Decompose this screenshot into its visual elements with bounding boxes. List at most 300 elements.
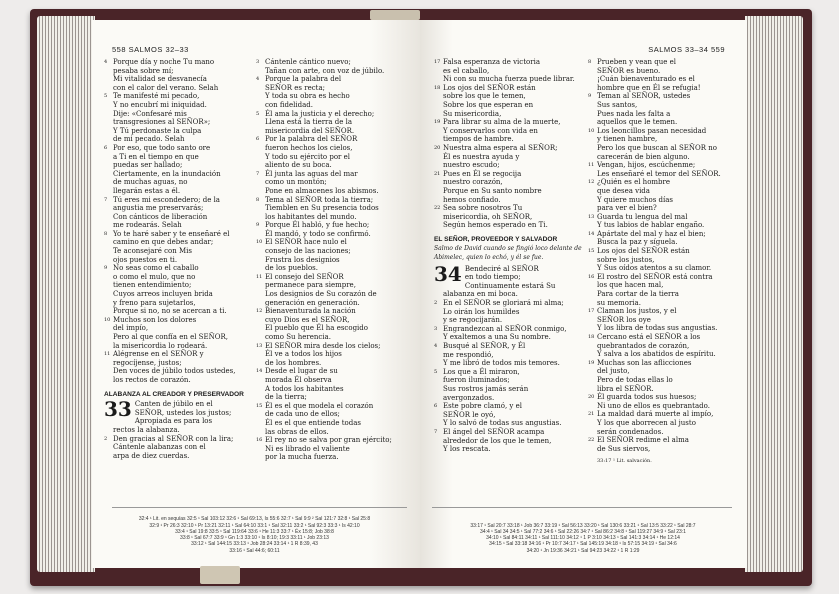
- verse-text: Desde el lugar de su: [265, 367, 338, 376]
- verse-text: Prueben y vean que el: [597, 58, 676, 66]
- verse-line: [256, 453, 416, 462]
- verse-line: [104, 58, 252, 67]
- right-running-head: SALMOS 33–34 559: [648, 45, 725, 54]
- verse-line: [256, 445, 416, 454]
- verse-text: Con cánticos de liberación: [113, 212, 208, 221]
- verse-line: [588, 316, 743, 325]
- verse-text: de cada uno de ellos;: [265, 410, 340, 419]
- verse-line: [256, 359, 416, 368]
- verse-line: [588, 281, 743, 290]
- verse-text: de los hombres.: [265, 358, 322, 367]
- verse-line: [256, 135, 416, 144]
- verse-line: [104, 359, 252, 368]
- footnote-line: 34:4 ¹ Sal 34 34:5 ¹ Sal 77:2 34:6 ¹ Sal 22:26 34:7 ¹ Sal 86:2 34:8 ¹ Sal 119:27 34:9 ¹ Sal 23:1: [480, 528, 686, 535]
- verse-line: [434, 394, 584, 403]
- verse-line: [434, 178, 584, 187]
- verse-line: [104, 196, 252, 205]
- verse-line: [104, 273, 252, 282]
- footnote-line: 34:10 ¹ Sal 84:11 34:11 ¹ Sal 111:10 34:12 ¹ 1 P 3:10 34:13 ¹ Sal 141:3 34:14 ¹ He 12:14: [486, 535, 680, 542]
- verse-line: [588, 333, 743, 342]
- footnote-rule: [432, 507, 732, 508]
- verse-number: 12: [256, 308, 263, 315]
- verse-text: Este pobre clamó, y el: [443, 402, 522, 411]
- verse-number: 7: [104, 196, 108, 203]
- verse-text: Te manifesté mi pecado,: [113, 92, 200, 101]
- verse-line: [104, 101, 252, 110]
- verse-text: fueron iluminados;: [443, 376, 510, 385]
- verse-text: La maldad dará muerte al impío,: [597, 410, 714, 419]
- verse-text: Teman al SEÑOR, ustedes: [597, 92, 691, 101]
- verse-number: 18: [434, 84, 441, 91]
- verse-line: [434, 75, 584, 84]
- verse-text: avergonzados.: [443, 393, 495, 402]
- verse-text: Nuestra alma espera al SEÑOR;: [443, 143, 558, 152]
- verse-text: los que hacen mal,: [597, 281, 664, 290]
- verse-line: [256, 350, 416, 359]
- verse-line: [256, 342, 416, 351]
- verse-text: alabanza en mi boca.: [443, 290, 518, 299]
- verse-number: 3: [256, 59, 260, 65]
- verse-line: [434, 299, 584, 308]
- section-heading: EL SEÑOR, PROVEEDOR Y SALVADOR: [434, 235, 558, 243]
- verse-text: El SEÑOR hace nulo el: [265, 238, 347, 247]
- footnote-line: 33:4 ¹ Sal 19:8 33:5 ¹ Sal 119:64 33:6 ¹ He 11:3 33:7 ¹ Éx 15:8; Job 38:8: [175, 528, 334, 535]
- verse-text: Y tus labios de hablar engaño.: [597, 221, 705, 230]
- verse-line: [434, 290, 584, 299]
- verse-text: a Ti en el tiempo en que: [113, 152, 199, 161]
- verse-line: [256, 436, 416, 445]
- verse-number: 5: [256, 110, 260, 117]
- verse-line: [104, 367, 252, 376]
- verse-line: [434, 265, 584, 274]
- verse-text: Guarda tu lengua del mal: [597, 212, 688, 221]
- verse-line: [434, 351, 584, 360]
- verse-line: [588, 92, 743, 101]
- verse-text: Yo te haré saber y te enseñaré el: [113, 229, 230, 238]
- verse-text: Cuyos arreos incluyen brida: [113, 290, 213, 299]
- verse-line: [588, 187, 743, 196]
- verse-text: para ver el bien?: [597, 204, 657, 213]
- verse-text: Bienaventurada la nación: [265, 307, 356, 316]
- verse-line: [256, 247, 416, 256]
- verse-text: los rectos de corazón.: [113, 375, 191, 384]
- verse-text: libra el SEÑOR.: [597, 384, 654, 393]
- verse-text: misericordia del SEÑOR.: [265, 126, 355, 135]
- verse-text: Cercano está el SEÑOR a los: [597, 333, 701, 341]
- verse-line: [256, 402, 416, 411]
- verse-line: [256, 101, 416, 110]
- verse-number: 15: [256, 402, 263, 409]
- verse-line: [104, 426, 252, 435]
- verse-text: Sus santos,: [597, 100, 638, 109]
- right-footnotes: [428, 523, 738, 554]
- verse-number: 10: [104, 316, 111, 323]
- verse-text: Pues nada les falta a: [597, 109, 671, 118]
- verse-number: 20: [434, 144, 441, 151]
- verse-text: nuestro corazón,: [443, 178, 503, 187]
- verse-text: En el SEÑOR se gloriará mi alma;: [443, 299, 564, 308]
- verse-line: [104, 153, 252, 162]
- verse-text: misericordia, oh SEÑOR,: [443, 212, 533, 221]
- verse-line: [434, 428, 584, 437]
- verse-line: [104, 350, 252, 359]
- verse-text: El ángel del SEÑOR acampa: [443, 427, 545, 436]
- column-note: 33:17 ¹ Lit. salvación.: [597, 458, 652, 465]
- verse-line: [104, 333, 252, 342]
- verse-line: [434, 376, 584, 385]
- verse-text: alrededor de los que le temen,: [443, 436, 552, 445]
- verse-line: [256, 264, 416, 273]
- verse-text: nuestro escudo;: [443, 161, 500, 170]
- verse-text: Busqué al SEÑOR, y Él: [443, 342, 526, 350]
- chapter-number: 33: [104, 397, 132, 422]
- verse-text: ¿Quién es el hombre: [597, 178, 671, 187]
- verse-line: [256, 144, 416, 153]
- verse-line: [588, 101, 743, 110]
- verse-text: Porque la palabra del: [265, 75, 342, 84]
- verse-text: hemos confiado.: [443, 195, 501, 204]
- verse-line: [104, 67, 252, 76]
- verse-line: [434, 92, 584, 101]
- verse-line: [434, 84, 584, 93]
- verse-number: 16: [256, 437, 263, 444]
- verse-line: [104, 118, 252, 127]
- verse-text: Él es nuestra ayuda y: [443, 152, 520, 161]
- verse-text: sobre los justos,: [597, 255, 655, 264]
- footnote-line: 32:4 ¹ Lit. en sequías 32:5 ¹ Sal 103:12 32:6 ¹ Sal 69:13, Is 55:6 32:7 ¹ Sal 9:9 ² Sal 121:7 32:8 ¹ Sal 25:8: [138, 516, 371, 523]
- verse-text: Pero de todas ellas lo: [597, 375, 673, 384]
- verse-text: consejo de las naciones;: [265, 247, 351, 256]
- verse-number: 6: [256, 136, 260, 143]
- verse-line: [104, 221, 252, 230]
- verse-line: [104, 264, 252, 273]
- verse-line: [256, 299, 416, 308]
- verse-line: [588, 256, 743, 265]
- verse-text: Y no encubrí mi iniquidad.: [113, 100, 207, 109]
- verse-text: los habitantes del mundo.: [265, 212, 357, 221]
- verse-text: El rostro del SEÑOR está contra: [597, 272, 713, 281]
- verse-line: [434, 196, 584, 205]
- verse-line: [104, 75, 252, 84]
- verse-line: [104, 324, 252, 333]
- verse-line: [256, 333, 416, 342]
- page-edges-right: [745, 16, 803, 572]
- verse-text: Apropiada es para los: [134, 417, 213, 426]
- verse-number: 12: [588, 179, 595, 186]
- verse-text: como Su herencia.: [265, 333, 331, 341]
- verse-text: El consejo del SEÑOR: [265, 272, 344, 281]
- verse-line: [256, 376, 416, 385]
- verse-line: [104, 127, 252, 136]
- verse-text: Y conservarlos con vida en: [443, 126, 538, 135]
- verse-line: [256, 393, 416, 402]
- verse-text: morada Él observa: [265, 375, 332, 384]
- verse-text: Ni uno de ellos es quebrantado.: [597, 401, 710, 410]
- verse-number: 9: [256, 222, 260, 229]
- verse-line: [434, 127, 584, 136]
- verse-text: Porque si no, no se acercan a ti.: [113, 307, 227, 316]
- verse-number: 11: [588, 162, 595, 169]
- footnote-line: 33:12 ¹ Sal 144:15 33:13 ¹ Job 28:24 33:14 ¹ 1 R 8:39, 43: [191, 541, 318, 548]
- verse-line: [104, 213, 252, 222]
- verse-text: rectos la alabanza.: [113, 425, 180, 434]
- verse-number: 21: [434, 170, 441, 177]
- verse-line: [588, 290, 743, 299]
- verse-number: 8: [588, 59, 592, 65]
- verse-line: [256, 170, 416, 179]
- verse-text: Tema al SEÑOR toda la tierra;: [265, 195, 374, 204]
- verse-text: regocíjense, justos;: [113, 358, 182, 367]
- verse-line: [256, 204, 416, 213]
- verse-text: Y Tú perdonaste la culpa: [113, 126, 202, 135]
- verse-text: Él es el que entiende todas: [265, 418, 361, 427]
- verse-number: 6: [104, 144, 108, 151]
- left-column-2: [256, 58, 416, 462]
- verse-line: [104, 307, 252, 316]
- verse-text: Den voces de júbilo todos ustedes,: [113, 367, 236, 376]
- verse-line: [104, 144, 252, 153]
- verse-line: [256, 213, 416, 222]
- verse-text: y se regocijarán.: [443, 316, 503, 325]
- verse-line: [256, 196, 416, 205]
- verse-line: [588, 196, 743, 205]
- verse-text: Porque día y noche Tu mano: [113, 58, 215, 66]
- verse-line: [588, 367, 743, 376]
- verse-number: 5: [104, 93, 108, 100]
- verse-line: [104, 161, 252, 170]
- verse-line: [588, 385, 743, 394]
- verse-line: [256, 67, 416, 76]
- verse-number: 11: [104, 351, 111, 358]
- right-column-2: [588, 58, 743, 466]
- verse-text: El rey no se salva por gran ejército;: [265, 436, 392, 445]
- verse-line: [104, 170, 252, 179]
- verse-number: 13: [256, 342, 263, 349]
- verse-number: 8: [256, 196, 260, 203]
- verse-text: con el calor del verano. Selah: [113, 83, 219, 92]
- verse-text: Los ojos del SEÑOR están: [597, 247, 690, 256]
- verse-text: Pero los que buscan al SEÑOR no: [597, 143, 717, 152]
- verse-text: Los que a Él miraron,: [443, 367, 520, 376]
- verse-text: fueron hechos los cielos,: [265, 143, 353, 152]
- psalm-superscription: Salmo de David cuando se fingió loco delante de Abimelec, quien lo echó, y él se fue.: [434, 245, 582, 262]
- verse-number: 14: [588, 230, 595, 237]
- verse-line: [588, 238, 743, 247]
- verse-line: [434, 170, 584, 179]
- verse-text: Pero al que confía en el SEÑOR,: [113, 333, 228, 341]
- verse-line: [104, 247, 252, 256]
- verse-line: [434, 110, 584, 119]
- verse-line: [434, 419, 584, 428]
- verse-text: llegarán estas a él.: [113, 186, 181, 195]
- verse-line: [256, 153, 416, 162]
- verse-text: Ni con su mucha fuerza puede librar.: [443, 75, 575, 84]
- verse-text: Tiemblen en Su presencia todos: [265, 204, 379, 213]
- verse-line: [104, 92, 252, 101]
- verse-line: [588, 75, 743, 84]
- verse-text: Ciertamente, en la inundación: [113, 169, 221, 178]
- verse-number: 22: [588, 437, 595, 444]
- verse-text: tiempos de hambre.: [443, 135, 514, 144]
- verse-text: Porque en Su santo nombre: [443, 186, 542, 195]
- verse-text: de Sus siervos,: [597, 444, 651, 453]
- verse-line: [588, 428, 743, 437]
- verse-text: Los designios de Su corazón de: [265, 290, 377, 299]
- verse-line: [104, 135, 252, 144]
- verse-text: Tú eres mi escondedero; de la: [113, 195, 220, 204]
- verse-text: transgresiones al SEÑOR»;: [113, 118, 211, 127]
- verse-text: A todos los habitantes: [265, 384, 344, 393]
- verse-number: 9: [104, 265, 108, 272]
- verse-line: [104, 342, 252, 351]
- verse-text: Alégrense en el SEÑOR y: [113, 350, 204, 359]
- verse-line: [588, 445, 743, 454]
- verse-text: Y exaltemos a una Su nombre.: [443, 333, 551, 342]
- verse-line: [256, 58, 416, 67]
- verse-number: 17: [434, 59, 441, 65]
- verse-line: [256, 410, 416, 419]
- verse-text: Den gracias al SEÑOR con la lira;: [113, 434, 234, 443]
- page-edges-left: [37, 16, 95, 572]
- verse-text: Pues en Él se regocija: [443, 169, 522, 178]
- left-column-1: [104, 58, 252, 460]
- verse-text: Y me libró de todos mis temores.: [443, 359, 560, 368]
- verse-text: Sobre los que esperan en: [443, 100, 534, 109]
- verse-text: Vengan, hijos, escúchenme;: [597, 161, 696, 170]
- verse-text: por la mucha fuerza.: [265, 453, 339, 462]
- verse-text: El SEÑOR mira desde los cielos;: [265, 341, 381, 350]
- verse-line: [588, 324, 743, 333]
- verse-text: Y Sus oídos atentos a su clamor.: [597, 264, 712, 273]
- verse-number: 2: [434, 300, 438, 307]
- right-page: [420, 20, 747, 568]
- footnote-line: 33:17 ¹ Sal 20:7 33:18 ¹ Job 36:7 33:19 ¹ Sal 56:13 33:20 ¹ Sal 130:6 33:21 ¹ Sal 13:5 33:22 ¹ Sal 28:7: [470, 522, 696, 529]
- bookmark-ribbon-bottom: [200, 566, 240, 584]
- verse-line: [588, 350, 743, 359]
- verse-line: [256, 428, 416, 437]
- verse-line: [256, 187, 416, 196]
- footnote-line: 34:20 ¹ Jn 19:36 34:21 ¹ Sal 94:23 34:22 ¹ 1 R 1:29: [526, 547, 640, 554]
- verse-text: Y toda su obra es hecho: [265, 92, 350, 101]
- verse-line: [434, 437, 584, 446]
- verse-line: [256, 273, 416, 282]
- verse-line: [588, 273, 743, 282]
- verse-number: 21: [588, 411, 595, 418]
- footnote-rule: [112, 507, 407, 508]
- verse-text: Frustra los designios: [265, 255, 340, 264]
- verse-text: El SEÑOR redime el alma: [597, 436, 689, 445]
- verse-number: 20: [588, 394, 595, 401]
- verse-line: [104, 435, 252, 444]
- verse-text: Les enseñaré el temor del SEÑOR.: [597, 169, 721, 178]
- verse-line: [104, 281, 252, 290]
- verse-line: [104, 409, 252, 418]
- verse-line: [434, 221, 584, 230]
- verse-line: [434, 411, 584, 420]
- verse-text: Muchas son las aflicciones: [597, 358, 692, 367]
- verse-text: ¡Cuán bienaventurado es el: [597, 75, 695, 84]
- verse-number: 7: [256, 170, 260, 177]
- verse-text: de muchas aguas, no: [113, 178, 188, 187]
- verse-line: [588, 118, 743, 127]
- verse-text: sobre los que le temen,: [443, 92, 526, 101]
- verse-text: tienen entendimiento;: [113, 281, 192, 290]
- verse-line: [434, 368, 584, 377]
- verse-line: [588, 144, 743, 153]
- verse-text: Y todo su ejército por el: [265, 152, 350, 161]
- verse-number: 7: [434, 428, 438, 435]
- verse-line: [588, 213, 743, 222]
- right-column-1: [434, 58, 584, 454]
- verse-line: [434, 58, 584, 67]
- verse-text: Porque Él habló, y fue hecho;: [265, 221, 370, 230]
- verse-line: [588, 307, 743, 316]
- verse-line: [434, 161, 584, 170]
- verse-line: [256, 324, 416, 333]
- verse-text: puedas ser hallado;: [113, 161, 183, 170]
- verse-line: [256, 221, 416, 230]
- verse-line: [434, 325, 584, 334]
- verse-line: [588, 359, 743, 368]
- verse-text: cuyo Dios es el SEÑOR,: [265, 315, 350, 324]
- verse-line: [588, 178, 743, 187]
- verse-line: [104, 256, 252, 265]
- verse-text: Falsa esperanza de victoria: [443, 58, 541, 66]
- section-heading: ALABANZA AL CREADOR Y PRESERVADOR: [104, 390, 244, 398]
- verse-text: Muchos son los dolores: [113, 315, 197, 324]
- verse-text: carecerán de bien alguno.: [597, 152, 690, 161]
- verse-text: El pueblo que Él ha escogido: [265, 324, 368, 333]
- verse-text: arpa de diez cuerdas.: [113, 451, 190, 460]
- verse-text: como un montón;: [265, 178, 327, 187]
- verse-line: [104, 417, 252, 426]
- verse-line: [434, 385, 584, 394]
- bookmark-ribbon: [370, 10, 420, 20]
- verse-number: 18: [588, 334, 595, 340]
- verse-line: [434, 204, 584, 213]
- verse-line: [256, 84, 416, 93]
- verse-line: [434, 342, 584, 351]
- verse-text: Sea sobre nosotros Tu: [443, 204, 523, 213]
- verse-text: Canten de júbilo en el: [134, 400, 213, 409]
- verse-line: [588, 419, 743, 428]
- verse-line: [104, 400, 252, 409]
- verse-line: [588, 135, 743, 144]
- verse-number: 4: [256, 76, 260, 83]
- verse-text: aquellos que le temen.: [597, 118, 678, 127]
- verse-line: [588, 410, 743, 419]
- verse-line: [256, 367, 416, 376]
- verse-number: 14: [256, 368, 263, 375]
- verse-line: [434, 118, 584, 127]
- verse-line: [104, 290, 252, 299]
- verse-text: Los leoncillos pasan necesidad: [597, 126, 707, 135]
- verse-text: con fidelidad.: [265, 100, 313, 109]
- verse-line: [256, 419, 416, 428]
- verse-line: [588, 299, 743, 308]
- verse-text: Tañan con arte, con voz de júbilo.: [265, 66, 385, 75]
- verse-text: Los ojos del SEÑOR están: [443, 83, 536, 92]
- verse-line: [104, 230, 252, 239]
- verse-line: [256, 75, 416, 84]
- verse-line: [256, 110, 416, 119]
- verse-text: serán condenados.: [597, 427, 664, 436]
- verse-text: SEÑOR es bueno.: [597, 66, 661, 75]
- verse-line: [588, 204, 743, 213]
- verse-number: 22: [434, 205, 441, 212]
- verse-text: Engrandezcan al SEÑOR conmigo,: [443, 324, 567, 333]
- verse-number: 2: [104, 435, 108, 442]
